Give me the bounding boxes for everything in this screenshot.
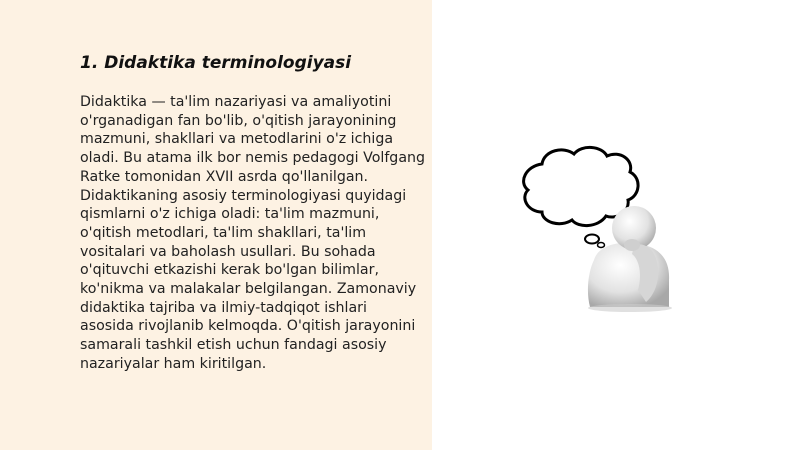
thought-bubble-dot-1 [585, 235, 599, 244]
slide-body-text: Didaktika — ta'lim nazariyasi va amaliyotini o'rganadigan fan bo'lib, o'qitish jarayonining mazmuni, shakllari va metodlarini o'z ichiga oladi. Bu atama ilk bor nemis pedagogi Volfgang Ratke tomonidan XVII asrda qo'llanilgan. Didaktikaning asosiy terminologiyasi quyidagi qismlarni o'z ichiga oladi: ta'lim mazmuni, o'qitish metodlari, ta'lim shakllari, ta'lim vositalari va baholash usullari. Bu sohada o'qituvchi etkazishi kerak bo'lgan bilimlar, ko'nikma va malakalar belgilangan. Zamonaviy didaktika tajriba va ilmiy-tadqiqot ishlari asosida rivojlanib kelmoqda. O'qitish jarayonini samarali tashkil etish uchun fandagi asosiy nazariyalar ham kiritilgan. [80, 94, 426, 372]
thought-bubble-dot-2 [598, 243, 605, 248]
figure-shadow [588, 304, 672, 312]
figure-hand [624, 239, 640, 251]
slide-title: 1. Didaktika terminologiyasi [80, 53, 352, 73]
thinking-person-icon [512, 142, 682, 312]
thinking-person-graphic [512, 142, 682, 312]
